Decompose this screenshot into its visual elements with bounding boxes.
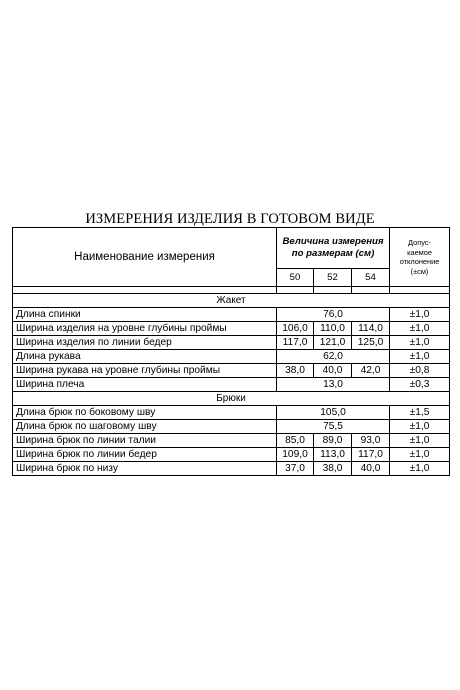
header-measurement-name: Наименование измерения — [13, 228, 277, 287]
measure-name: Длина рукава — [13, 350, 277, 364]
table-row — [13, 420, 450, 434]
header-size-50: 50 — [277, 269, 314, 287]
measure-value: 13,0 — [277, 378, 390, 392]
document-title: ИЗМЕРЕНИЯ ИЗДЕЛИЯ В ГОТОВОМ ВИДЕ — [85, 211, 375, 227]
measure-value-54: 40,0 — [352, 462, 390, 476]
measure-value: 105,0 — [277, 406, 390, 420]
measure-value-52: 110,0 — [314, 322, 352, 336]
table-row — [13, 406, 450, 420]
measure-tolerance: ±1,5 — [390, 406, 450, 420]
measure-tolerance: ±1,0 — [390, 434, 450, 448]
section-row — [13, 294, 450, 308]
measure-tolerance: ±1,0 — [390, 322, 450, 336]
measure-value-50: 106,0 — [277, 322, 314, 336]
header-size-54: 54 — [352, 269, 390, 287]
header-tolerance-line: Допус- — [408, 238, 432, 247]
measure-value-54: 117,0 — [352, 448, 390, 462]
spacer-cell — [390, 287, 450, 294]
section-title: Жакет — [13, 294, 450, 308]
measure-value-52: 38,0 — [314, 462, 352, 476]
spacer-cell — [277, 287, 314, 294]
table-row — [13, 364, 450, 378]
measure-tolerance: ±0,8 — [390, 364, 450, 378]
measure-value: 76,0 — [277, 308, 390, 322]
measure-value-54: 125,0 — [352, 336, 390, 350]
table-row — [13, 350, 450, 364]
measure-tolerance: ±0,3 — [390, 378, 450, 392]
spacer-cell — [13, 287, 277, 294]
measure-name: Ширина брюк по низу — [13, 462, 277, 476]
table-row — [13, 378, 450, 392]
header-tolerance-line: каемое — [407, 247, 432, 257]
measure-tolerance: ±1,0 — [390, 308, 450, 322]
measure-tolerance: ±1,0 — [390, 462, 450, 476]
measure-value-54: 93,0 — [352, 434, 390, 448]
table-row — [13, 322, 450, 336]
table-row — [13, 336, 450, 350]
section-title: Брюки — [13, 392, 450, 406]
header-sizes-caption: Величина измерения по размерам (см) — [277, 228, 390, 269]
measure-value-52: 89,0 — [314, 434, 352, 448]
measure-tolerance: ±1,0 — [390, 350, 450, 364]
measure-value-50: 109,0 — [277, 448, 314, 462]
table-row — [13, 434, 450, 448]
measure-name: Ширина брюк по линии бедер — [13, 448, 277, 462]
measure-tolerance: ±1,0 — [390, 336, 450, 350]
measure-tolerance: ±1,0 — [390, 448, 450, 462]
measure-tolerance: ±1,0 — [390, 420, 450, 434]
measure-value-52: 121,0 — [314, 336, 352, 350]
measure-value-54: 114,0 — [352, 322, 390, 336]
measure-value-54: 42,0 — [352, 364, 390, 378]
measure-value-50: 85,0 — [277, 434, 314, 448]
measure-name: Длина спинки — [13, 308, 277, 322]
measure-value-52: 40,0 — [314, 364, 352, 378]
table-header-row — [13, 228, 450, 269]
table-row — [13, 448, 450, 462]
table-row — [13, 462, 450, 476]
header-tolerance-line: (±см) — [410, 266, 429, 276]
measure-value: 75,5 — [277, 420, 390, 434]
header-tolerance-line: отклонение — [399, 257, 440, 266]
measure-value: 62,0 — [277, 350, 390, 364]
measure-name: Длина брюк по боковому шву — [13, 406, 277, 420]
spacer-cell — [352, 287, 390, 294]
measurements-table — [12, 227, 450, 476]
spacer-cell — [314, 287, 352, 294]
measure-name: Ширина рукава на уровне глубины проймы — [13, 364, 277, 378]
measure-name: Ширина плеча — [13, 378, 277, 392]
measure-name: Ширина брюк по линии талии — [13, 434, 277, 448]
measure-value-52: 113,0 — [314, 448, 352, 462]
section-row — [13, 392, 450, 406]
measure-name: Ширина изделия по линии бедер — [13, 336, 277, 350]
spacer-row — [13, 287, 450, 294]
table-row — [13, 308, 450, 322]
measure-name: Длина брюк по шаговому шву — [13, 420, 277, 434]
measure-name: Ширина изделия на уровне глубины проймы — [13, 322, 277, 336]
measure-value-50: 117,0 — [277, 336, 314, 350]
header-size-52: 52 — [314, 269, 352, 287]
header-tolerance — [390, 228, 450, 287]
measure-value-50: 37,0 — [277, 462, 314, 476]
measure-value-50: 38,0 — [277, 364, 314, 378]
